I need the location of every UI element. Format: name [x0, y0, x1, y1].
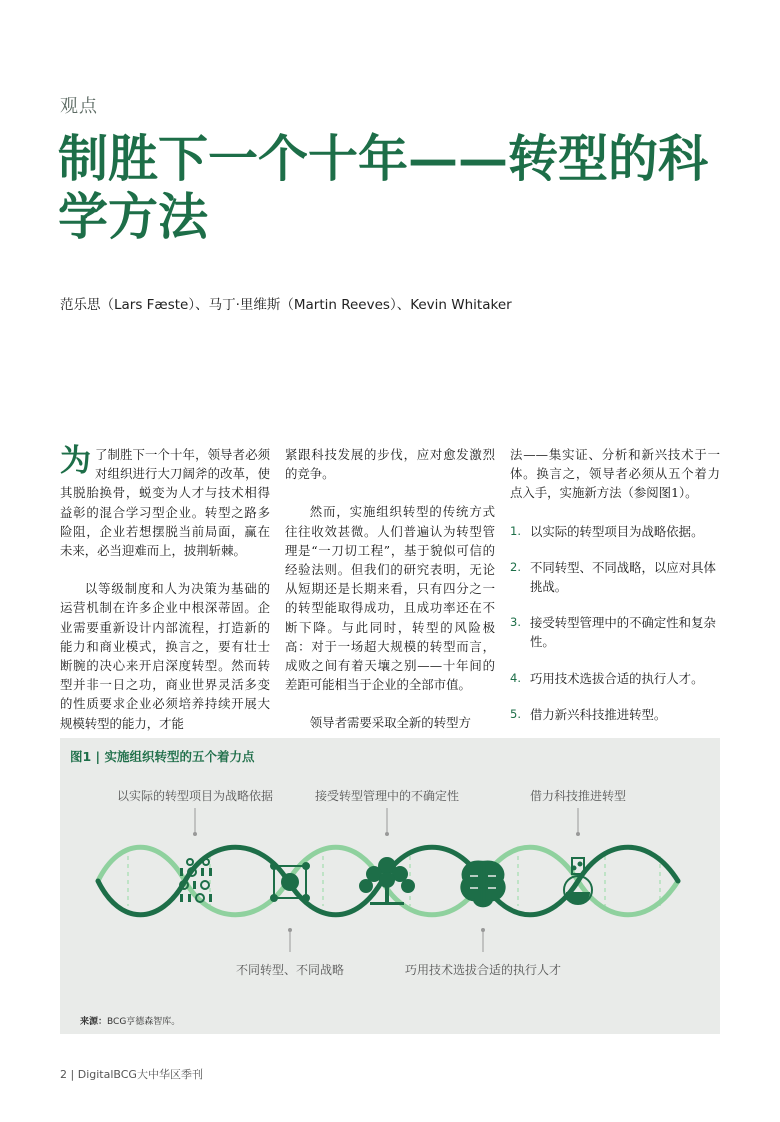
paragraph: 紧跟科技发展的步伐，应对愈发激烈的竞争。	[285, 447, 495, 482]
page-number: 2	[60, 1068, 67, 1081]
paragraph: 为了制胜下一个十年，领导者必须对组织进行大刀阔斧的改革，使其脱胎换骨，蜕变为人才与技术相得益彰的混合学习型企业。转型之路多险阻，企业若想摆脱当前局面，赢在未来，必当迎难而上，披荆斩棘。	[60, 443, 270, 559]
focus-point-list	[510, 522, 720, 724]
title-line-2: 学方法	[58, 187, 208, 246]
transform-cycle-icon	[271, 863, 309, 901]
page-footer	[60, 1066, 203, 1082]
section-label: 观点	[60, 96, 98, 117]
title-line-1: 制胜下一个十年——转型的科	[58, 129, 708, 188]
footer-separator: |	[70, 1068, 75, 1081]
drop-cap: 为	[60, 443, 91, 479]
figure-title: 图1 | 实施组织转型的五个着力点	[70, 749, 255, 764]
brain-icon	[462, 862, 505, 906]
publication-name: DigitalBCG大中华区季刊	[77, 1068, 203, 1081]
paragraph: 然而，实施组织转型的传统方式往往收效甚微。人们普遍认为转型管理是“一刀切工程”，基于貌似可信的经验法则。但我们的研究表明，无论从短期还是长期来看，只有四分之一的转型能取得成功，且成功率还在不断下降。与此同时，转型的风险极高：对于一场超大规模的转型而言，成败之间有着天壤之别——十年间的差距可能相当于企业的全部市值。	[285, 504, 495, 693]
article-column-2	[285, 445, 495, 752]
article-title	[58, 130, 738, 246]
label-top-2: 接受转型管理中的不确定性	[314, 789, 460, 803]
list-item: 4. 巧用技术选拔合适的执行人才。	[510, 670, 704, 686]
dna-helix-diagram	[60, 738, 720, 1034]
paragraph: 法——集实证、分析和新兴技术于一体。换言之，领导者必须从五个着力点入手，实施新方法（参阅图1）。	[510, 447, 720, 501]
list-item: 1. 以实际的转型项目为战略依据。	[510, 523, 704, 539]
figure-1	[60, 738, 720, 1034]
label-top-1: 以实际的转型项目为战略依据	[116, 789, 274, 803]
paragraph: 以等级制度和人为决策为基础的运营机制在许多企业中根深蒂固。企业需要重新设计内部流程，打造新的能力和商业模式，换言之，要有壮士断腕的决心来开启深度转型。然而转型并非一日之功，商业世界灵活多变的性质要求企业必须培养持续开展大规模转型的能力，才能	[60, 581, 270, 731]
list-item: 3. 接受转型管理中的不确定性和复杂性。	[510, 615, 716, 650]
label-bottom-2: 巧用技术选拔合适的执行人才	[404, 963, 562, 977]
list-item: 5. 借力新兴科技推进转型。	[510, 706, 667, 722]
list-item: 2. 不同转型、不同战略，以应对具体挑战。	[510, 559, 716, 595]
article-column-1	[60, 445, 270, 752]
article-column-3	[510, 445, 720, 741]
label-bottom-1: 不同转型、不同战略	[235, 963, 345, 977]
label-top-3: 借力科技推进转型	[529, 789, 627, 803]
paragraph: 领导者需要采取全新的转型方	[309, 715, 471, 731]
figure-source: 来源：BCG亨德森智库。	[80, 1017, 181, 1027]
authors: 范乐思（Lars Fæste）、马丁·里维斯（Martin Reeves）、Kevin Whitaker	[60, 297, 512, 313]
